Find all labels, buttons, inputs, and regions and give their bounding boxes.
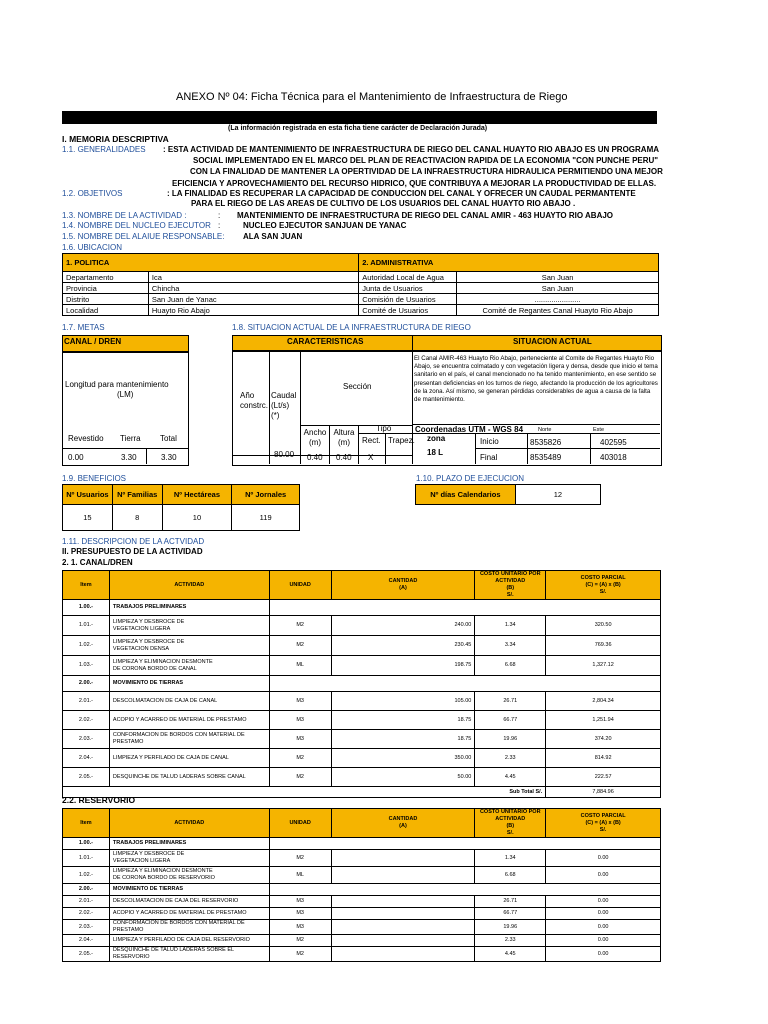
memoria-heading: I. MEMORIA DESCRIPTIVA (62, 134, 169, 144)
column-header: ACTIVIDAD (109, 571, 269, 600)
objetivos-line: PARA EL RIEGO DE LAS AREAS DE CULTIVO DE LOS USUARIOS DEL CANAL HUAYTO RIO ABAJO . (191, 199, 576, 208)
alaiue-label: 1.5. NOMBRE DEL ALAIUE RESPONSABLE: (62, 232, 225, 241)
ubicacion-table (62, 253, 659, 316)
column-header: Item (63, 809, 110, 838)
table-row: 2.02.- ACOPIO Y ACARREO DE MATERIAL DE PRESTAMO M3 18.75 66.77 1,251.94 (63, 711, 661, 730)
column-header: CANTIDAD (A) (331, 571, 475, 600)
reservorio-table (62, 808, 661, 962)
metas-longitud-unit: (LM) (117, 390, 134, 399)
ubicacion-label: 1.6. UBICACION (62, 243, 123, 252)
table-row: 2.02.- ACOPIO Y ACARREO DE MATERIAL DE PRESTAMO M3 66.77 0.00 (63, 908, 661, 920)
column-header: COSTO PARCIAL (C) = (A) x (B) S/. (546, 571, 661, 600)
nucleo-value: NUCLEO EJECUTOR SANJUAN DE YANAC (243, 221, 407, 230)
table-row: 2.01.- DESCOLMATACION DE CAJA DE CANAL M3 105.00 26.71 2,804.34 (63, 692, 661, 711)
situacion-header: SITUACION ACTUAL (513, 337, 592, 346)
actividad-label: 1.3. NOMBRE DE LA ACTIVIDAD : (62, 211, 187, 220)
table-row: 2.05.- DESQUINCHE DE TALUD LADERAS SOBRE CANAL M2 50.00 4.45 222.57 (63, 768, 661, 787)
beneficios-label: 1.9. BENEFICIOS (62, 474, 127, 483)
situacion-label: 1.8. SITUACION ACTUAL DE LA INFRAESTRUCTURA DE RIEGO (232, 323, 471, 332)
table-row: 1.00.- TRABAJOS PRELIMINARES (63, 838, 661, 850)
alaiue-value: ALA SAN JUAN (243, 232, 303, 241)
politica-header: 1. POLITICA (63, 254, 359, 272)
generalidades-line: : ESTA ACTIVIDAD DE MANTENIMIENTO DE INFRAESTRUCTURA DE RIEGO DEL CANAL HUAYTO RIO ABAJO ES UN PROGRAMA (163, 145, 660, 154)
column-header: COSTO PARCIAL (C) = (A) x (B) S/. (546, 809, 661, 838)
generalidades-line: SOCIAL IMPLEMENTADO EN EL MARCO DEL PLAN DE REACTIVACION RAPIDA DE LA ECONOMIA "CON PUNCHE PERU" (193, 156, 659, 165)
generalidades-label: 1.1. GENERALIDADES (62, 145, 146, 154)
metas-header: CANAL / DREN (64, 337, 122, 346)
table-row: Departamento Ica Autoridad Local de Agua San Juan (63, 272, 659, 283)
generalidades-line: EFICIENCIA Y APROVECHAMIENTO DEL RECURSO HIDRICO, QUE CONTRIBUYA A MEJORAR LA PRODUCTIVIDAD DE ELLAS. (172, 179, 657, 188)
table-row: 1.00.- TRABAJOS PRELIMINARES (63, 600, 661, 616)
declaration-note: (La información registrada en esta ficha tiene carácter de Declaración Jurada) (228, 125, 488, 132)
table-row: 2.01.- DESCOLMATACION DE CAJA DEL RESERVORIO M3 26.71 0.00 (63, 896, 661, 908)
actividad-value: MANTENIMIENTO DE INFRAESTRUCTURA DE RIEGO DEL CANAL AMIR - 463 HUAYTO RIO ABAJO (237, 211, 614, 220)
objetivos-label: 1.2. OBJETIVOS (62, 189, 123, 198)
table-row: 1.02.- LIMPIEZA Y DESBROCE DE VEGETACION DENSA M2 230.45 3.34 769.36 (63, 636, 661, 656)
plazo-label: 1.10. PLAZO DE EJECUCION (416, 474, 525, 483)
table-row: 1.02.- LIMPIEZA Y ELIMINACION DESMONTE DE CORONA BORDO DE RESERVORIO ML 6.68 0.00 (63, 867, 661, 884)
canal-label: 2. 1. CANAL/DREN (62, 558, 133, 567)
column-header: Item (63, 571, 110, 600)
generalidades-line: CON LA FINALIDAD DE MANTENER LA OPERTIVIDAD DE LA INFRAESTRUCTURA HIDRAULICA PERMITIENDO UNA MEJOR (190, 167, 663, 176)
plazo-table: Nº días Calendarios 12 (415, 484, 601, 505)
subtotal-row: Sub Total S/. 7,884.96 (63, 787, 661, 798)
canal-table (62, 570, 661, 798)
column-header: COSTO UNITARIO POR ACTIVIDAD (B) S/. (475, 809, 546, 838)
column-header: UNIDAD (269, 571, 331, 600)
table-row: Localidad Huayto Rio Abajo Comité de Usuarios Comité de Regantes Canal Huayto Rio Abajo (63, 305, 659, 316)
column-header: UNIDAD (269, 809, 331, 838)
column-header: CANTIDAD (A) (331, 809, 475, 838)
table-row: 2.00.- MOVIMIENTO DE TIERRAS (63, 676, 661, 692)
metas-label: 1.7. METAS (62, 323, 105, 332)
column-header: ACTIVIDAD (109, 809, 269, 838)
reservorio-label: 2.2. RESERVORIO (62, 795, 136, 805)
table-row: 2.04.- LIMPIEZA Y PERFILADO DE CAJA DE CANAL M2 350.00 2.33 814.92 (63, 749, 661, 768)
table-row: 2.03.- CONFORMACION DE BORDOS CON MATERIAL DE PRESTAMO M3 18.75 19.96 374.20 (63, 730, 661, 749)
administrativa-header: 2. ADMINISTRATIVA (359, 254, 659, 272)
descripcion-label: 1.11. DESCRIPCION DE LA ACTVIDAD (62, 537, 205, 546)
nucleo-label: 1.4. NOMBRE DEL NUCLEO EJECUTOR (62, 221, 211, 230)
beneficios-table: Nº Usuarios Nº Familias Nº Hectáreas Nº Jornales 15 8 10 119 (62, 484, 300, 531)
table-row: 1.01.- LIMPIEZA Y DESBROCE DE VEGETACION LIGERA M2 1.34 0.00 (63, 850, 661, 867)
table-row: 2.04.- LIMPIEZA Y PERFILADO DE CAJA DEL RESERVORIO M2 2.33 0.00 (63, 935, 661, 947)
situacion-description: El Canal AMIR-463 Huayto Rio Abajo, perteneciente al Comite de Regantes Huayto Rio Abajo, se encuentra colmatado y con vegetación ligera y densa, desde que inicio el tema sanitario en el país, el canal mencionado no ha tenido mantenimiento, en ese sentido se presentan deficiencias en los turnos de riego, afectando la producción de los agricultores de la zona. Así mismo, se generan pérdidas considerables de agua a causa de la falta de mantenimiento. (414, 355, 658, 404)
objetivos-line: : LA FINALIDAD ES RECUPERAR LA CAPACIDAD DE CONDUCCION DEL CANAL Y OFRECER UN CAUDAL PERMANTENTE (167, 189, 636, 198)
table-row: 2.03.- CONFORMACION DE BORDOS CON MATERIAL DE PRESTAMO M3 19.96 0.00 (63, 920, 661, 935)
presupuesto-heading: II. PRESUPUESTO DE LA ACTIVIDAD (62, 547, 203, 556)
table-row: 2.05.- DESQUINCHE DE TALUD LADERAS SOBRE EL RESERVORIO M2 4.45 0.00 (63, 947, 661, 962)
table-row: Provincia Chincha Junta de Usuarios San Juan (63, 283, 659, 294)
black-banner (62, 111, 657, 124)
table-row: 1.01.- LIMPIEZA Y DESBROCE DE VEGETACION LIGERA M2 240.00 1.34 320.50 (63, 616, 661, 636)
metas-longitud: Longitud para mantenimiento (65, 380, 169, 389)
column-header: COSTO UNITARIO POR ACTIVIDAD (B) S/. (475, 571, 546, 600)
table-row: Distrito San Juan de Yanac Comisión de Usuarios ...................... (63, 294, 659, 305)
caracteristicas-header: CARACTERISTICAS (287, 337, 364, 346)
table-row: 1.03.- LIMPIEZA Y ELIMINACION DESMONTE DE CORONA BORDO DE CANAL ML 198.75 6.68 1,327.12 (63, 656, 661, 676)
table-row: 2.00.- MOVIMIENTO DE TIERRAS (63, 884, 661, 896)
page-title: ANEXO Nº 04: Ficha Técnica para el Mantenimiento de Infraestructura de Riego (176, 91, 568, 103)
